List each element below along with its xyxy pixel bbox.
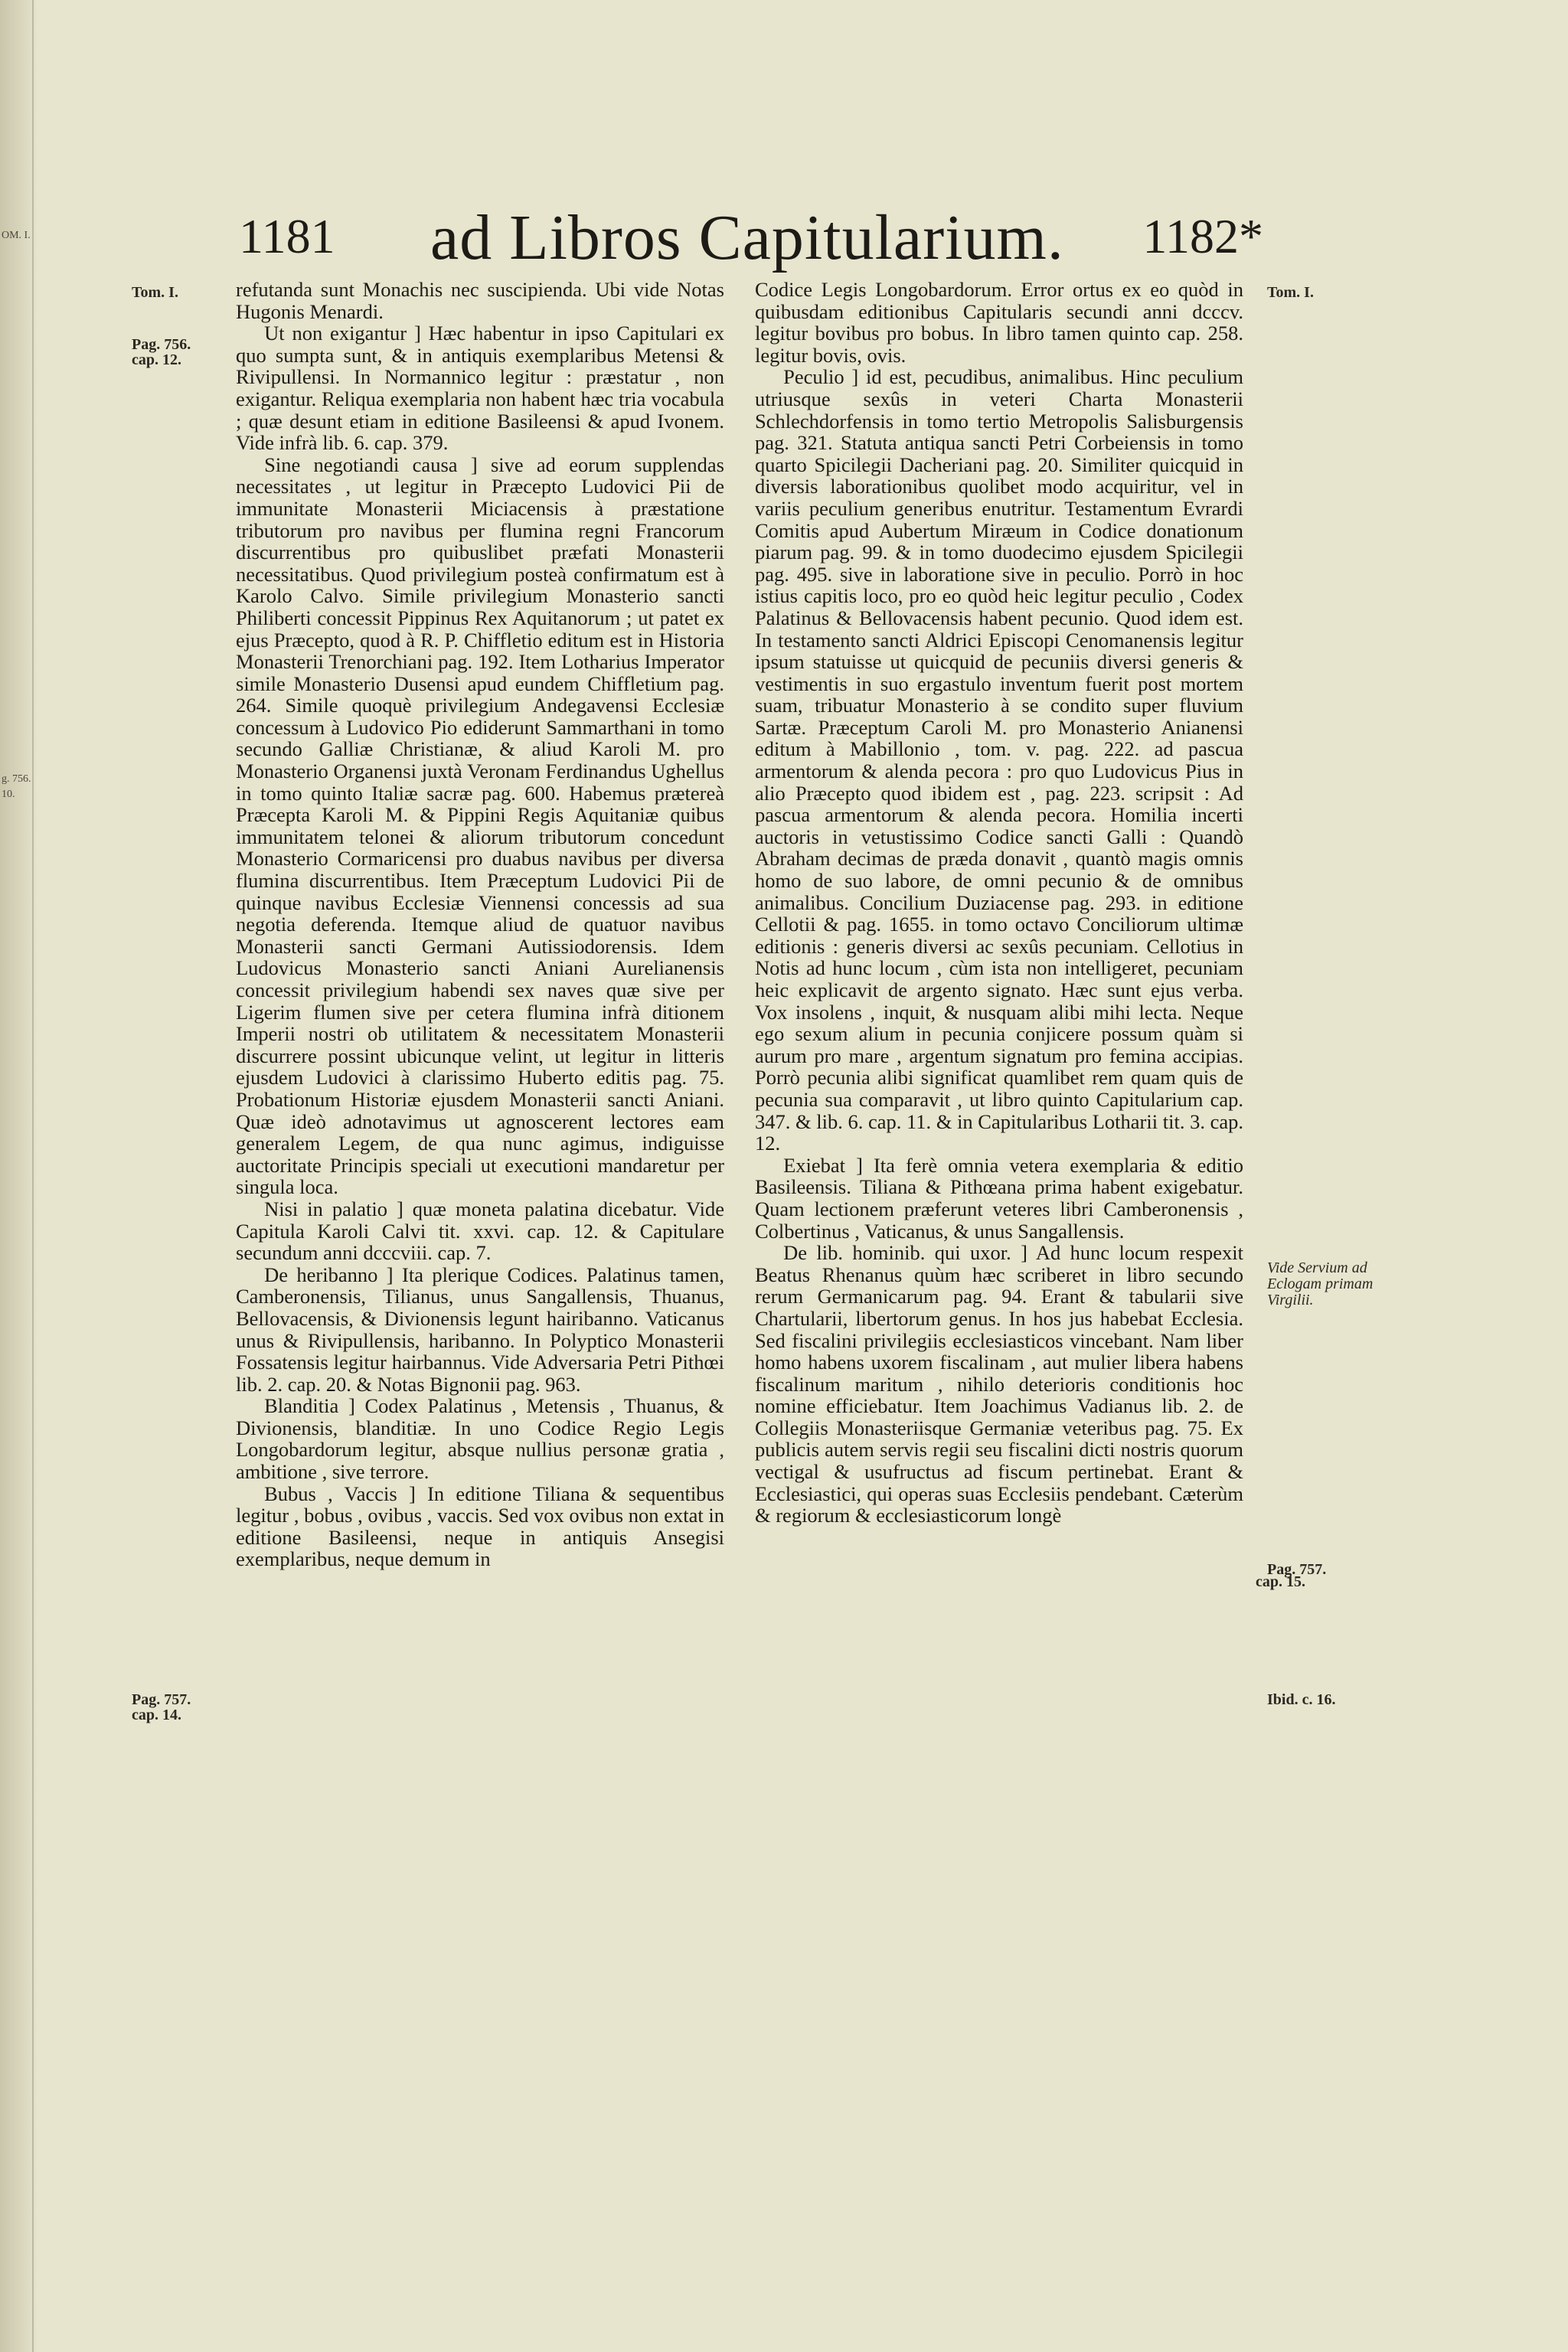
paragraph: Bubus , Vaccis ] In editione Tiliana & sequentibus legitur , bobus , ovibus , vaccis. Sed vox ovibus non extat in editione Basileensi, neque in antiquis Ansegisi exemplaribus, neque demum in	[236, 1481, 724, 1571]
margin-note-pag-756: Pag. 756.	[132, 336, 191, 353]
gutter-note: g. 756.	[2, 773, 31, 785]
margin-note-pag-757-left: Pag. 757.	[132, 1691, 191, 1708]
margin-note-cap-15: cap. 15.	[1256, 1573, 1305, 1590]
margin-note-tom-left: Tom. I.	[132, 284, 178, 301]
paragraph: De heribanno ] Ita plerique Codices. Palatinus tamen, Camberonensis, Tilianus, unus Sangallensis, Thuanus, Bellovacensis, & Divionensis legunt hairibanno. Vaticanus unus & Rivipullensis, haribanno. In Polyptico Monasterii Fossatensis legitur hairbannus. Vide Adversaria Petri Pithœi lib. 2. cap. 20. & Notas Bignonii pag. 963.	[236, 1263, 724, 1396]
right-column	[755, 279, 1243, 1527]
margin-note-tom-right: Tom. I.	[1267, 284, 1314, 301]
paragraph: Peculio ] id est, pecudibus, animalibus. Hinc peculium utriusque sexûs in veteri Charta Monasterii Schlechdorfensis in tomo tertio Metropolis Salisburgensis pag. 321. Statuta antiqua sancti Petri Corbeiensis in tomo quarto Spicilegii Dacheriani pag. 20. Similiter quicquid in diversis laborationibus quolibet modo acquiritur, vel in variis peculium generibus enutritur. Testamentum Evrardi Comitis apud Aubertum Miræum in Codice donationum piarum pag. 99. & in tomo duodecimo ejusdem Spicilegii pag. 495. sive in laboratione sive in peculio. Porrò in hoc istius capitis loco, pro eo quòd heic legitur peculio , Codex Palatinus & Bellovacensis habent pecunio. Quod idem est. In testamento sancti Aldrici Episcopi Cenomanensis legitur ipsum statuisse ut quicquid de pecuniis diversi generis & vestimentis in suo ergastulo inventum fuerit post mortem suam, tribuatur Monasterio à se condito super fluvium Sartæ. Præceptum Caroli M. pro Monasterio Anianensi editum à Mabillonio , tom. v. pag. 222. ad pascua armentorum & alenda pecora : pro quo Ludovicus Pius in alio Præcepto quod ibidem est , pag. 223. scripsit : Ad pascua armentorum & alenda pecora. Homilia incerti auctoris in vetustissimo Codice sancti Galli : Quandò Abraham decimas de præda donavit , quantò magis omnis homo de suo labore, de omni pecunio & de omnibus animalibus. Concilium Duziacense pag. 293. in editione Cellotii & pag. 1655. in tomo octavo Conciliorum ultimæ editionis : generis diversi ac sexûs pecuniam. Cellotius in Notis ad hunc locum , cùm ista non intelligeret, pecuniam heic explicavit de argento signato. Hæc sunt ejus verba. Vox insolens , inquit, & nusquam alibi mihi lecta. Neque ego sexum alium in pecunia conjicere possum quàm si aurum pro mare , argentum signatum pro femina accipias. Porrò pecunia alibi significat quamlibet rem quam quis de pecunia sua comparavit , ut libro quinto Capitularium cap. 347. & lib. 6. cap. 11. & in Capitularibus Lotharii tit. 3. cap. 12.	[755, 365, 1243, 1155]
paragraph: Ut non exigantur ] Hæc habentur in ipso Capitulari ex quo sumpta sunt, & in antiquis exemplaribus Metensi & Rivipullensi. In Normannico legitur : præstatur , non exigantur. Reliqua exemplaria non habent hæc tria vocabula ; quæ desunt etiam in editione Basileensi & apud Ivonem. Vide infrà lib. 6. cap. 379.	[236, 322, 724, 455]
gutter-note: 10.	[2, 789, 15, 800]
paragraph: De lib. hominib. qui uxor. ] Ad hunc locum respexit Beatus Rhenanus quùm hæc scriberet in libro secundo rerum Germanicarum pag. 94. Erant & tabularii sive Chartularii, libertorum genus. In hos jus habebat Ecclesia. Sed fiscalini privilegiis ecclesiasticos vincebant. Nam liber homo habens uxorem fiscalinam , aut mulier libera habens fiscalinum maritum , nihilo deterioris conditionis hoc nomine efficiebatur. Item Joachimus Vadianus lib. 2. de Collegiis Monasteriisque Germaniæ veteribus pag. 75. Ex publicis autem servis regii seu fiscalini dicti nostris quorum vectigal & usufructus ad fiscum pertinebat. Erant & Ecclesiastici, qui operas suas Ecclesiis pendebant. Cæterùm & regiorum & ecclesiasticorum longè	[755, 1241, 1243, 1527]
margin-note-cap-14: cap. 14.	[132, 1707, 181, 1723]
paragraph: Blanditia ] Codex Palatinus , Metensis , Thuanus, & Divionensis, blanditiæ. In uno Codice Regio Legis Longobardorum legitur, absque nullius personæ gratia , ambitione , sive terrore.	[236, 1394, 724, 1484]
paragraph: Exiebat ] Ita ferè omnia vetera exemplaria & editio Basileensis. Tiliana & Pithœana prima habent exigebatur. Quam lectionem præferunt veteres libri Camberonensis , Colbertinus , Vaticanus, & unus Sangallensis.	[755, 1153, 1243, 1243]
left-column	[236, 279, 724, 1570]
margin-note-ibid: Ibid. c. 16.	[1267, 1691, 1336, 1708]
page-number-right: 1182*	[1142, 209, 1263, 263]
page-edge-line	[32, 0, 34, 2352]
margin-note-pag-757-right: Pag. 757.	[1267, 1561, 1327, 1578]
page-number-left: 1181	[239, 209, 335, 263]
paragraph: Codice Legis Longobardorum. Error ortus ex eo quòd in quibusdam editionibus Capitularis secundi anni dcccv. legitur bovibus pro bobus. In libro tamen quinto cap. 258. legitur bovis, ovis.	[755, 278, 1243, 367]
paragraph: Sine negotiandi causa ] sive ad eorum supplendas necessitates , ut legitur in Præcepto Ludovici Pii de immunitate Monasterii Miciacensis à præstatione tributorum pro navibus per flumina regni Francorum discurrentibus pro quibuslibet præfati Monasterii necessitatibus. Quod privilegium posteà confirmatum est à Karolo Calvo. Simile privilegium Monasterio sancti Philiberti concessit Pippinus Rex Aquitanorum ; ut patet ex ejus Præcepto, quod à R. P. Chiffletio editum est in Historia Monasterii Trenorchiani pag. 192. Item Lotharius Imperator simile Monasterio Dusensi apud eundem Chiffletium pag. 264. Simile quoquè privilegium Andegavensi Ecclesiæ concessum à Ludovico Pio ediderunt Sammarthani in tomo secundo Galliæ Christianæ, & aliud Karoli M. pro Monasterio Organensi juxtà Veronam Ferdinandus Ughellus in tomo quinto Italiæ sacræ pag. 600. Habemus prætereà Præcepta Karoli M. & Pippini Regis Aquitaniæ quibus immunitatem telonei & aliorum tributorum concedunt Monasterio Cormaricensi pro duabus navibus per diversa flumina discurrentibus. Item Præceptum Ludovici Pii de quinque navibus Ecclesiæ Viennensi concessis ad sua negotia deferenda. Itemque aliud de quatuor navibus Monasterii sancti Germani Autissiodorensis. Idem Ludovicus Monasterio sancti Aniani Aurelianensis concessit privilegium habendi sex naves quæ sive per Ligerim flumen sive per cetera flumina infrà ditionem Imperii nostri ob utilitatem & necessitatem Monasterii discurrere possint ubicunque velint, ut legitur in litteris ejusdem Ludovici à clarissimo Huberto editis pag. 75. Probationum Historiæ ejusdem Monasterii sancti Aniani. Quæ ideò adnotavimus ut agnoscerent lectores eam generalem Legem, de qua nunc agimus, indiguisse auctoritate Principis speciali ut executioni mandaretur per singula loca.	[236, 452, 724, 1199]
gutter-note: OM. I.	[2, 230, 31, 241]
margin-note-cap-12: cap. 12.	[132, 351, 181, 368]
margin-note-vide-servium: Vide Servium ad Eclogam primam Virgilii.	[1267, 1259, 1374, 1308]
paragraph: Nisi in palatio ] quæ moneta palatina dicebatur. Vide Capitula Karoli Calvi tit. xxvi. cap. 12. & Capitulare secundum anni dcccviii. cap. 7.	[236, 1197, 724, 1265]
paragraph: refutanda sunt Monachis nec suscipienda. Ubi vide Notas Hugonis Menardi.	[236, 278, 724, 323]
running-title: ad Libros Capitularium.	[430, 202, 1064, 273]
page-header	[230, 201, 1263, 273]
